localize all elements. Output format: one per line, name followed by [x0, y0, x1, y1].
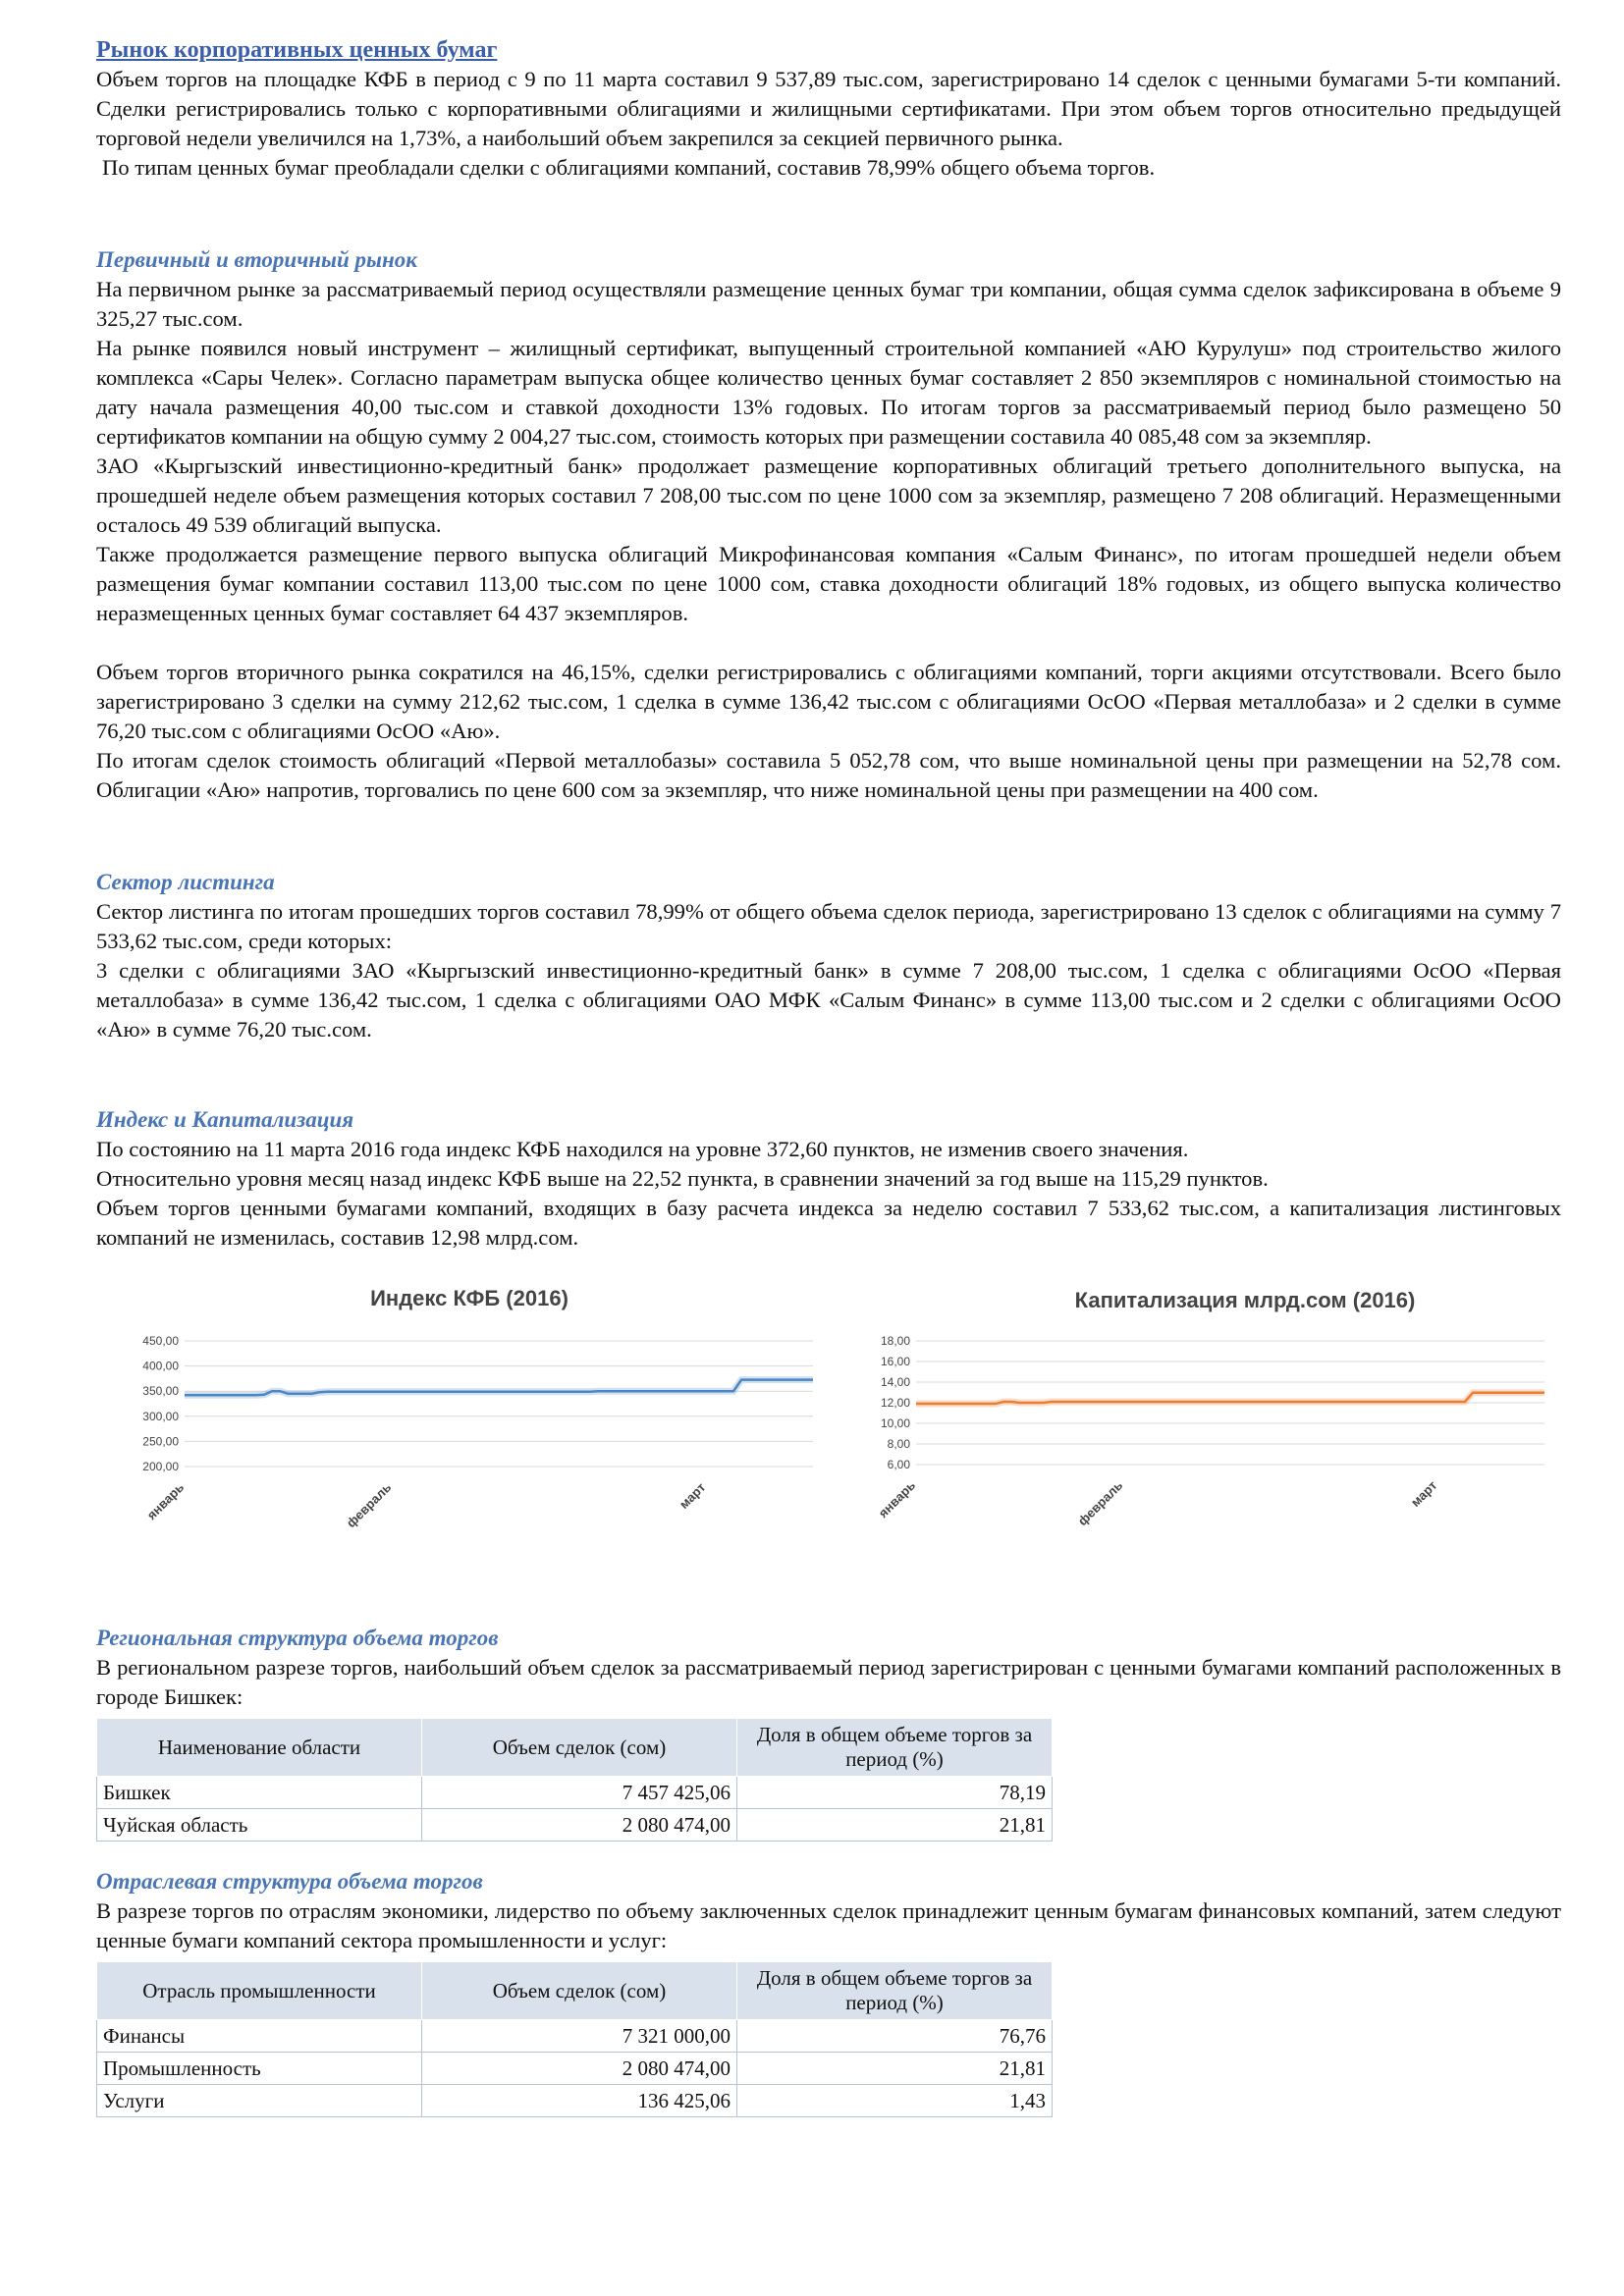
section-title-index: Индекс и Капитализация	[96, 1107, 354, 1132]
chart-title: Индекс КФБ (2016)	[370, 1286, 568, 1310]
section-title-primary-secondary: Первичный и вторичный рынок	[96, 247, 417, 272]
y-tick-label: 350,00	[142, 1384, 179, 1399]
x-tick-label: январь	[875, 1477, 919, 1521]
table-row	[97, 1777, 1053, 1809]
y-tick-label: 200,00	[142, 1460, 179, 1473]
paragraph: Сектор листинга по итогам прошедших торгов составил 78,99% от общего объема сделок периода, зарегистрировано 13 сделок с облигациями на сумму 7 533,62 тыс.сом, среди которых:	[96, 899, 1561, 953]
section-title-industry: Отраслевая структура объема торгов	[96, 1869, 483, 1894]
table-cell: 1,43	[737, 2085, 1053, 2117]
index-chart-svg	[96, 1280, 842, 1575]
table-cell: Промышленность	[97, 2053, 422, 2085]
table-row	[97, 1809, 1053, 1842]
y-tick-label: 18,00	[880, 1334, 910, 1348]
series-line	[916, 1393, 1544, 1404]
paragraph: По состоянию на 11 марта 2016 года индекс КФБ находился на уровне 372,60 пунктов, не изменив своего значения.	[96, 1137, 1189, 1161]
y-tick-label: 16,00	[880, 1355, 910, 1368]
regional-table	[96, 1718, 1053, 1842]
table-row	[97, 2053, 1053, 2085]
y-tick-label: 450,00	[142, 1334, 179, 1348]
paragraph: По итогам сделок стоимость облигаций «Первой металлобазы» составила 5 052,78 сом, что выше номинальной цены при размещении на 52,78 сом. Облигации «Аю» напротив, торговались по цене 600 сом за экземпляр, что ниже номинальной цены при размещении на 400 сом.	[96, 748, 1561, 802]
paragraph: На рынке появился новый инструмент – жилищный сертификат, выпущенный строительной компанией «АЮ Курулуш» под строительство жилого комплекса «Сары Челек». Согласно параметрам выпуска общее количество ценных бумаг составляет 2 850 экземпляров с номинальной стоимостью на дату начала размещения 40,00 тыс.сом и ставкой доходности 13% годовых. По итогам торгов за рассматриваемый период было размещено 50 сертификатов компании на общую сумму 2 004,27 тыс.сом, стоимость которых при размещении составила 40 085,48 сом за экземпляр.	[96, 336, 1561, 449]
capitalization-chart-svg	[872, 1280, 1559, 1575]
paragraph: Также продолжается размещение первого выпуска облигаций Микрофинансовая компания «Салым Финанс», по итогам прошедшей недели объем размещения бумаг компании составил 113,00 тыс.сом по цене 1000 сом, ставка доходности облигаций 18% годовых, из общего выпуска количество неразмещенных ценных бумаг составляет 64 437 экземпляров.	[96, 542, 1561, 625]
paragraph: ЗАО «Кыргызский инвестиционно-кредитный банк» продолжает размещение корпоративных облигаций третьего дополнительного выпуска, на прошедшей неделе объем размещения которых составил 7 208,00 тыс.сом по цене 1000 сом за экземпляр, размещено 7 208 облигаций. Неразмещенными осталось 49 539 облигаций выпуска.	[96, 454, 1561, 537]
table-cell: 21,81	[737, 2053, 1053, 2085]
table-row	[97, 2085, 1053, 2117]
charts-row	[96, 1280, 1561, 1624]
x-tick-label: январь	[143, 1479, 188, 1522]
y-tick-label: 10,00	[880, 1416, 910, 1430]
table-cell: 2 080 474,00	[422, 2053, 737, 2085]
table-cell: Финансы	[97, 2020, 422, 2053]
x-tick-label: февраль	[343, 1479, 395, 1531]
table-cell: 7 321 000,00	[422, 2020, 737, 2053]
x-tick-label: март	[1407, 1477, 1440, 1510]
paragraph: Относительно уровня месяц назад индекс КФБ выше на 22,52 пункта, в сравнении значений за год выше на 115,29 пунктов.	[96, 1166, 1269, 1191]
table-header: Наименование области	[97, 1719, 422, 1777]
x-tick-label: март	[676, 1479, 709, 1512]
section-title-listing: Сектор листинга	[96, 870, 275, 894]
paragraph: На первичном рынке за рассматриваемый период осуществляли размещение ценных бумаг три компании, общая сумма сделок зафиксирована в объеме 9 325,27 тыс.сом.	[96, 277, 1561, 331]
table-header: Доля в общем объеме торгов за период (%)	[737, 1962, 1053, 2020]
table-cell: 21,81	[737, 1809, 1053, 1842]
table-cell: 136 425,06	[422, 2085, 737, 2117]
y-tick-label: 8,00	[887, 1437, 910, 1451]
x-tick-label: февраль	[1074, 1477, 1126, 1529]
table-header: Отрасль промышленности	[97, 1962, 422, 2020]
paragraph: В разрезе торгов по отраслям экономики, лидерство по объему заключенных сделок принадлежит ценным бумагам финансовых компаний, затем следуют ценные бумаги компаний сектора промышленности и услуг:	[96, 1898, 1561, 1952]
y-tick-label: 6,00	[887, 1458, 910, 1471]
paragraph: По типам ценных бумаг преобладали сделки с облигациями компаний, составив 78,99% общего объема торгов.	[102, 155, 1156, 180]
section-title-corporate-securities: Рынок корпоративных ценных бумаг	[96, 37, 498, 63]
paragraph: Объем торгов ценными бумагами компаний, входящих в базу расчета индекса за неделю составил 7 533,62 тыс.сом, а капитализация листинговых компаний не изменилась, составив 12,98 млрд.сом.	[96, 1196, 1561, 1250]
paragraph: Объем торгов на площадке КФБ в период с 9 по 11 марта составил 9 537,89 тыс.сом, зарегистрировано 14 сделок с ценными бумагами 5-ти компаний. Сделки регистрировались только с корпоративными облигациями и жилищными сертификатами. При этом объем торгов относительно предыдущей торговой недели увеличился на 1,73%, а наибольший объем закрепился за секцией первичного рынка.	[96, 67, 1561, 150]
table-cell: Бишкек	[97, 1777, 422, 1809]
paragraph: Объем торгов вторичного рынка сократился на 46,15%, сделки регистрировались с облигациями компаний, торги акциями отсутствовали. Всего было зарегистрировано 3 сделки на сумму 212,62 тыс.сом, 1 сделка в сумме 136,42 тыс.сом с облигациями ОсОО «Первая металлобаза» и 2 сделки в сумме 76,20 тыс.сом с облигациями ОсОО «Аю».	[96, 660, 1561, 743]
table-cell: Услуги	[97, 2085, 422, 2117]
page	[96, 35, 1561, 2117]
table-row	[97, 2020, 1053, 2053]
table-header: Объем сделок (сом)	[422, 1962, 737, 2020]
chart-title: Капитализация млрд.сом (2016)	[1074, 1288, 1416, 1312]
table-header: Объем сделок (сом)	[422, 1719, 737, 1777]
y-tick-label: 12,00	[880, 1396, 910, 1410]
table-cell: 2 080 474,00	[422, 1809, 737, 1842]
y-tick-label: 250,00	[142, 1434, 179, 1449]
index-chart	[96, 1280, 842, 1575]
table-cell: 78,19	[737, 1777, 1053, 1809]
table-cell: 7 457 425,06	[422, 1777, 737, 1809]
paragraph: В региональном разрезе торгов, наибольший объем сделок за рассматриваемый период зарегистрирован с ценными бумагами компаний расположенных в городе Бишкек:	[96, 1655, 1561, 1709]
y-tick-label: 300,00	[142, 1409, 179, 1423]
y-tick-label: 400,00	[142, 1359, 179, 1373]
table-cell: Чуйская область	[97, 1809, 422, 1842]
industry-table	[96, 1961, 1053, 2117]
y-tick-label: 14,00	[880, 1375, 910, 1389]
section-title-regional: Региональная структура объема торгов	[96, 1626, 499, 1650]
capitalization-chart	[872, 1280, 1618, 1575]
table-header: Доля в общем объеме торгов за период (%)	[737, 1719, 1053, 1777]
table-cell: 76,76	[737, 2020, 1053, 2053]
paragraph: 3 сделки с облигациями ЗАО «Кыргызский инвестиционно-кредитный банк» в сумме 7 208,00 тыс.сом, 1 сделка с облигациями ОсОО «Первая металлобаза» в сумме 136,42 тыс.сом, 1 сделка с облигациями ОАО МФК «Салым Финанс» в сумме 113,00 тыс.сом и 2 сделки с облигациями ОсОО «Аю» в сумме 76,20 тыс.сом.	[96, 958, 1561, 1041]
